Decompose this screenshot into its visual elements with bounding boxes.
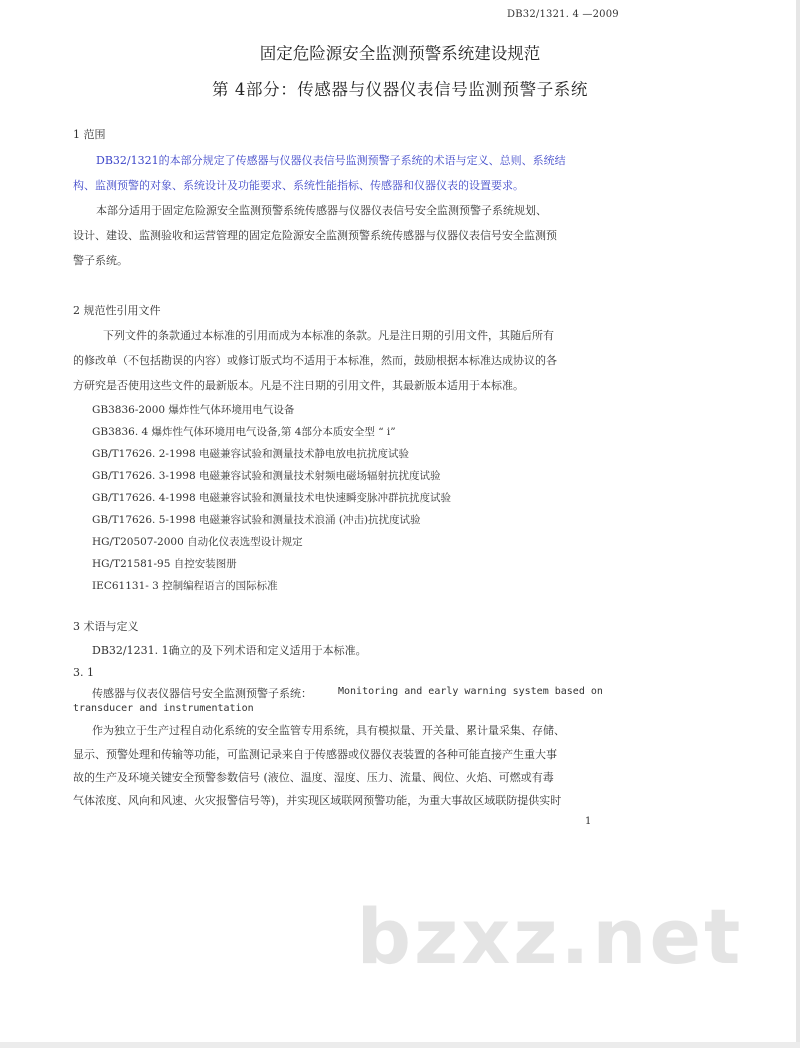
page-edge-bottom bbox=[0, 1042, 800, 1048]
definition-line2: 显示、预警处理和传输等功能，可监测记录来自于传感器或仪器仪表装置的各种可能直接产生重大事 bbox=[73, 748, 557, 761]
section-1-para2-line3: 警子系统。 bbox=[73, 254, 128, 267]
section-2-para-line3: 方研究是否使用这些文件的最新版本。凡是不注日期的引用文件，其最新版本适用于本标准。 bbox=[73, 379, 524, 392]
watermark bbox=[0, 892, 800, 982]
standard-code: DB32/1321. 4 —2009 bbox=[507, 9, 619, 20]
section-3-intro: DB32/1231. 1确立的及下列术语和定义适用于本标准。 bbox=[92, 644, 367, 657]
section-1-para1-line2: 构、监测预警的对象、系统设计及功能要求、系统性能指标、传感器和仪器仪表的设置要求。 bbox=[73, 179, 524, 192]
definition-line3: 故的生产及环境关键安全预警参数信号 (液位、温度、湿度、压力、流量、阀位、火焰、可燃或有毒 bbox=[73, 771, 554, 784]
reference-item: GB3836-2000 爆炸性气体环境用电气设备 bbox=[92, 404, 295, 416]
section-1-para2-line1: 本部分适用于固定危险源安全监测预警系统传感器与仪器仪表信号安全监测预警子系统规划、 bbox=[96, 204, 547, 217]
section-2-heading: 2 规范性引用文件 bbox=[73, 304, 161, 317]
section-1-para1-line1: DB32/1321的本部分规定了传感器与仪器仪表信号监测预警子系统的术语与定义、总则、系统结 bbox=[96, 154, 566, 167]
reference-item: GB3836. 4 爆炸性气体环境用电气设备,第 4部分本质安全型 “ i” bbox=[92, 426, 396, 438]
definition-line4: 气体浓度、风向和风速、火灾报警信号等)，并实现区域联网预警功能，为重大事故区域联防提供实时 bbox=[73, 794, 562, 807]
term-chinese: 传感器与仪表仪器信号安全监测预警子系统： bbox=[92, 687, 312, 700]
watermark-text: bzxz.net bbox=[356, 892, 744, 981]
reference-item: GB/T17626. 2-1998 电磁兼容试验和测量技术静电放电抗扰度试验 bbox=[92, 448, 410, 460]
clause-number: 3. 1 bbox=[73, 666, 94, 679]
page-number: 1 bbox=[585, 816, 592, 827]
section-1-para2-line2: 设计、建设、监测验收和运营管理的固定危险源安全监测预警系统传感器与仪器仪表信号安全监测预 bbox=[73, 229, 557, 242]
reference-item: HG/T21581-95 自控安装图册 bbox=[92, 558, 237, 570]
term-english-line1: Monitoring and early warning system based on bbox=[338, 686, 603, 697]
term-english-line2: transducer and instrumentation bbox=[73, 703, 254, 714]
document-title: 固定危险源安全监测预警系统建设规范 bbox=[259, 44, 541, 63]
definition-line1: 作为独立于生产过程自动化系统的安全监管专用系统，具有模拟量、开关量、累计量采集、存储、 bbox=[92, 724, 565, 737]
reference-item: GB/T17626. 3-1998 电磁兼容试验和测量技术射频电磁场辐射抗扰度试验 bbox=[92, 470, 441, 482]
document-subtitle: 第 4部分：传感器与仪器仪表信号监测预警子系统 bbox=[211, 80, 589, 99]
section-3-heading: 3 术语与定义 bbox=[73, 620, 139, 633]
reference-item: GB/T17626. 5-1998 电磁兼容试验和测量技术浪涌 (冲击)抗扰度试验 bbox=[92, 514, 421, 526]
page-edge-right bbox=[796, 0, 800, 1048]
reference-item: GB/T17626. 4-1998 电磁兼容试验和测量技术电快速瞬变脉冲群抗扰度试验 bbox=[92, 492, 452, 504]
reference-item: IEC61131- 3 控制编程语言的国际标准 bbox=[92, 580, 278, 592]
section-2-para-line2: 的修改单（不包括勘误的内容）或修订版式均不适用于本标准，然而，鼓励根据本标准达成协议的各 bbox=[73, 354, 557, 367]
section-1-heading: 1 范围 bbox=[73, 128, 106, 141]
reference-item: HG/T20507-2000 自动化仪表选型设计规定 bbox=[92, 536, 303, 548]
section-2-para-line1: 下列文件的条款通过本标准的引用而成为本标准的条款。凡是注日期的引用文件，其随后所有 bbox=[103, 329, 554, 342]
